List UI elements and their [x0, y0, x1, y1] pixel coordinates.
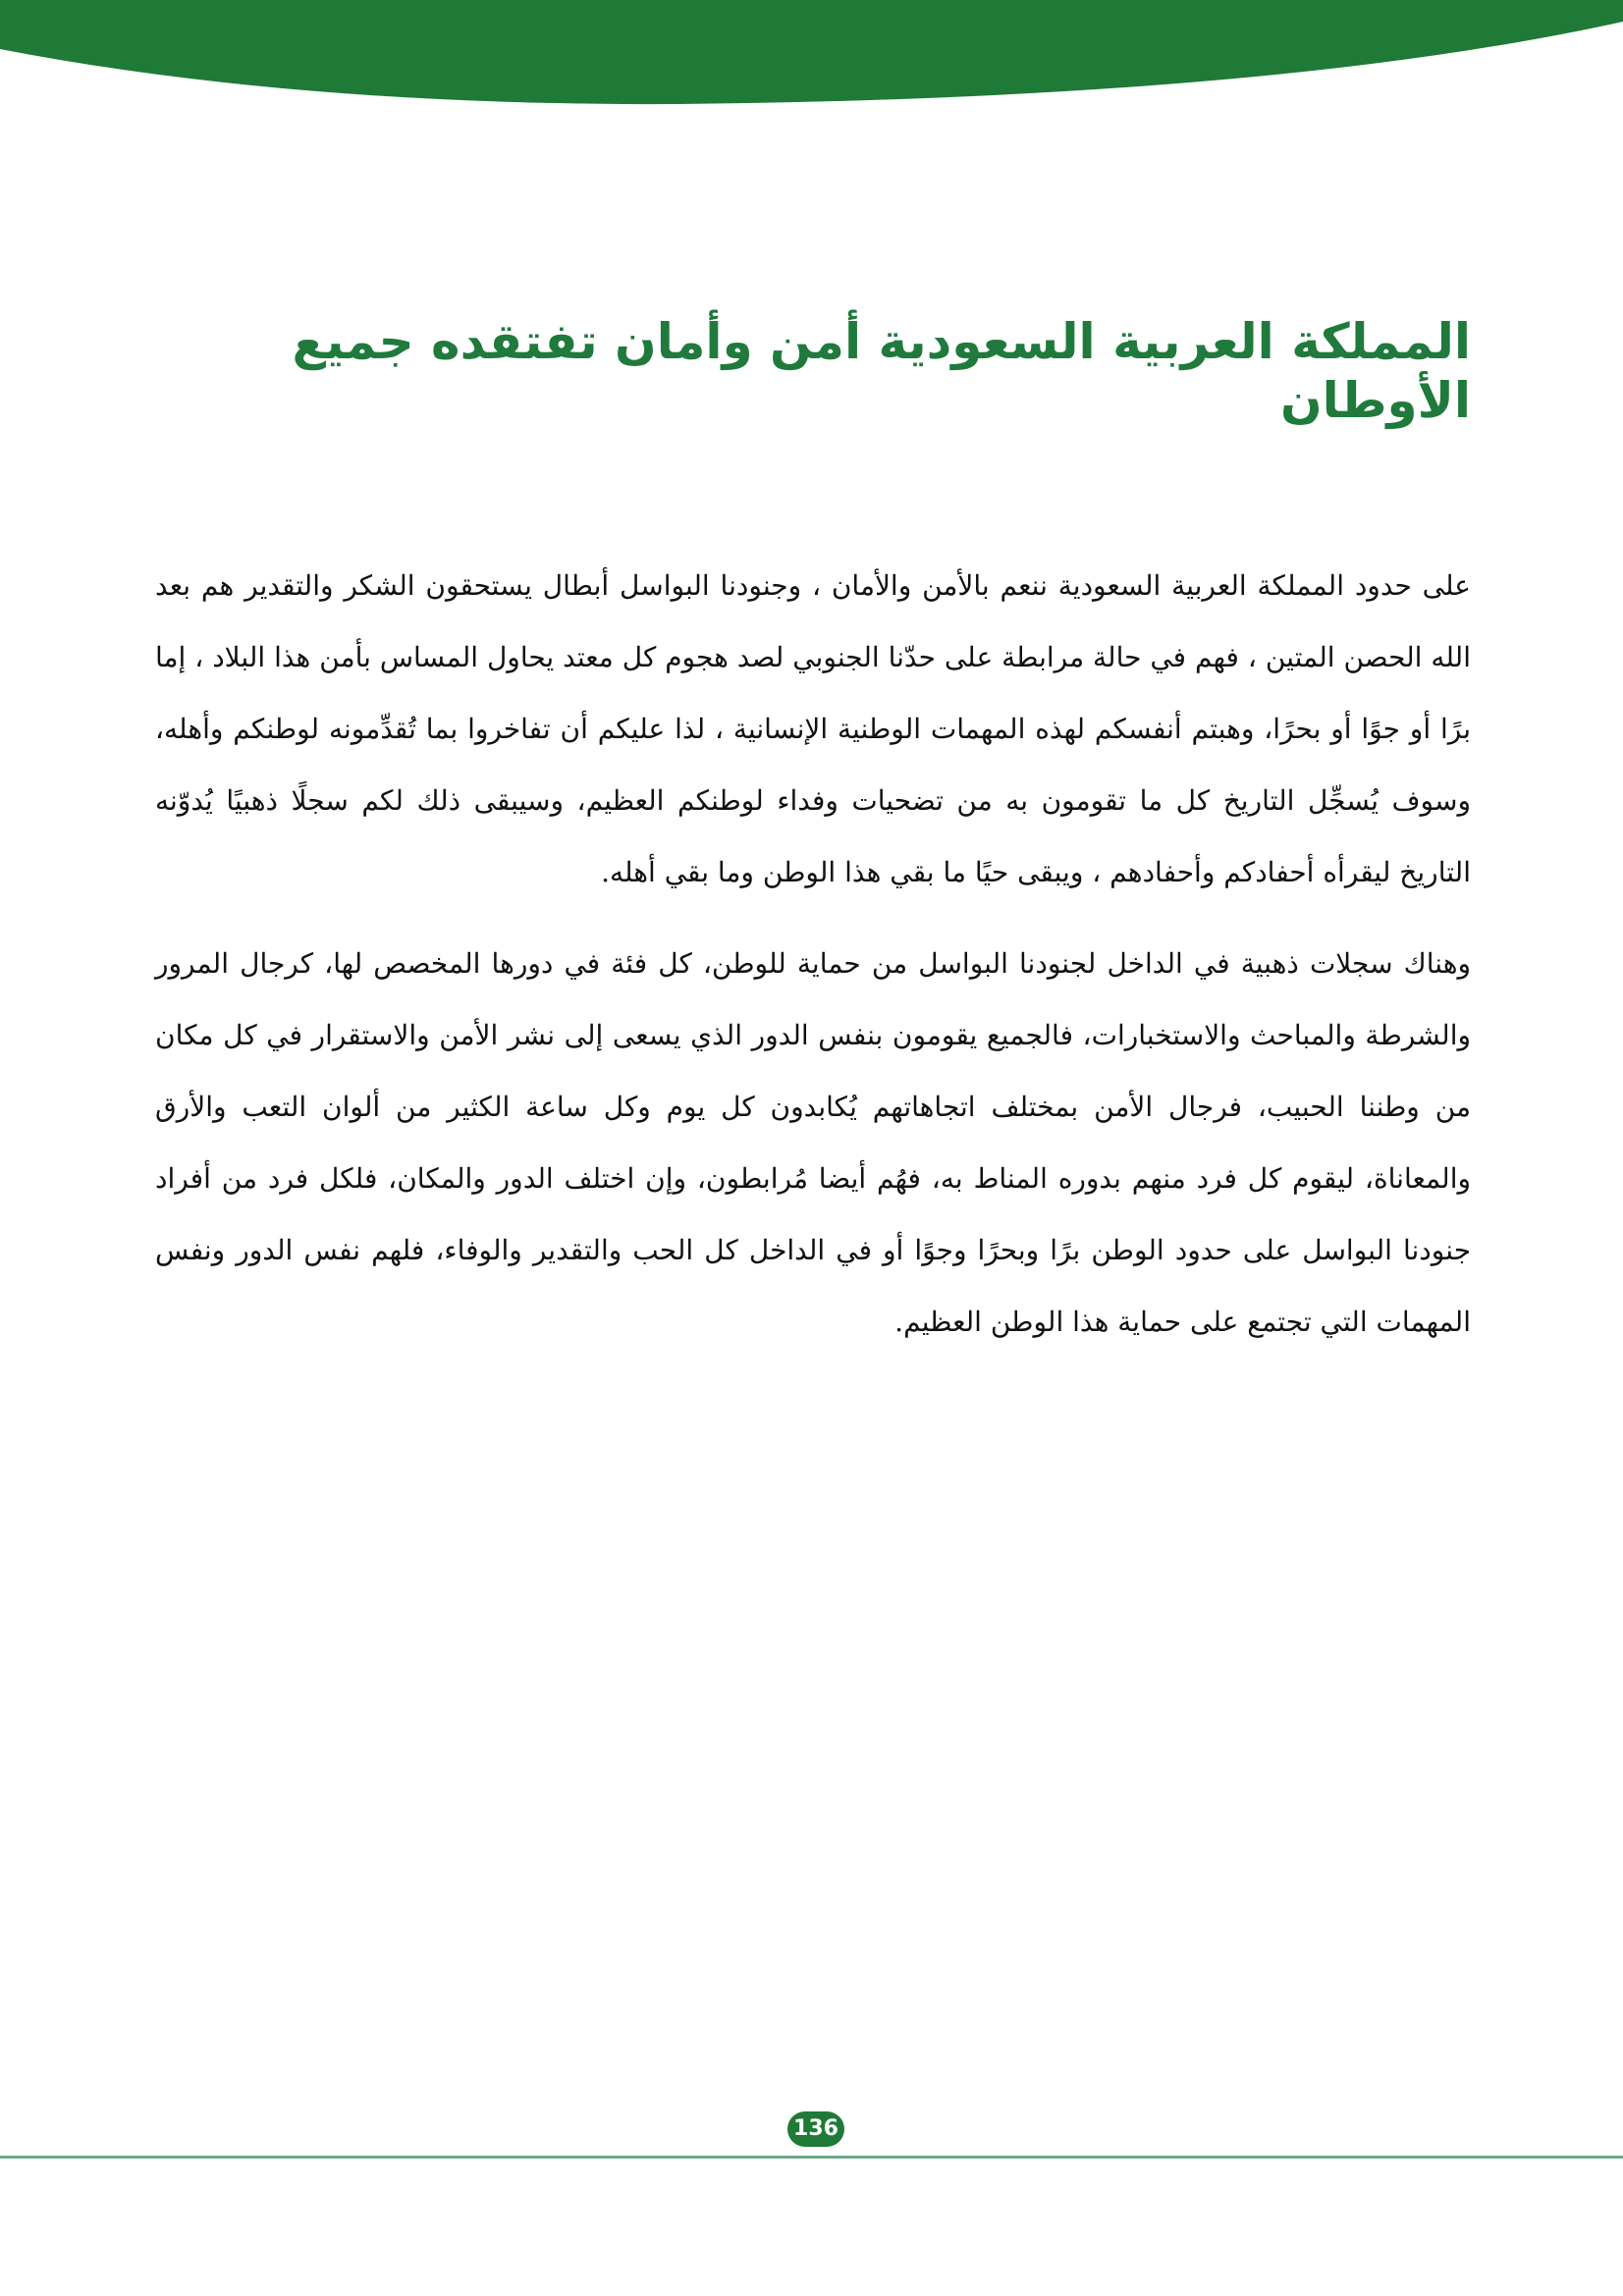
body-text [155, 550, 1471, 1377]
top-banner-shape [0, 0, 1623, 104]
page-title: المملكة العربية السعودية أمن وأمان تفتقده جميع الأوطان [292, 313, 1471, 429]
paragraph-1: على حدود المملكة العربية السعودية ننعم بالأمن والأمان ، وجنودنا البواسل أبطال يستحقون الشكر والتقدير هم بعد الله الحصن المتين ، فهم في حالة مرابطة على حدّنا الجنوبي لصد هجوم كل معتد يحاول المساس بأمن هذا البلاد ، إما برًا أو جوًا أو بحرًا، وهبتم أنفسكم لهذه المهمات الوطنية الإنسانية ، لذا عليكم أن تفاخروا بما تُقدِّمونه لوطنكم وأهله، وسوف يُسجِّل التاريخ كل ما تقومون به من تضحيات وفداء لوطنكم العظيم، وسيبقى ذلك لكم سجلًا ذهبيًا يُدوّنه التاريخ ليقرأه أحفادكم وأحفادهم ، ويبقى حيًا ما بقي هذا الوطن وما بقي أهله. [155, 569, 1471, 888]
bottom-divider [0, 2156, 1623, 2159]
page-number-badge: 136 [787, 2111, 844, 2147]
paragraph-2: وهناك سجلات ذهبية في الداخل لجنودنا البواسل من حماية للوطن، كل فئة في دورها المخصص لها، كرجال المرور والشرطة والمباحث والاستخبارات، فالجميع يقومون بنفس الدور الذي يسعى إلى نشر الأمن والاستقرار في كل مكان من وطننا الحبيب، فرجال الأمن بمختلف اتجاهاتهم يُكابدون كل يوم وكل ساعة الكثير من ألوان التعب والأرق والمعاناة، ليقوم كل فرد منهم بدوره المناط به، فهُم أيضا مُرابطون، وإن اختلف الدور والمكان، فلكل فرد من أفراد جنودنا البواسل على حدود الوطن برًا وبحرًا وجوًا أو في الداخل كل الحب والتقدير والوفاء، فلهم نفس الدور ونفس المهمات التي تجتمع على حماية هذا الوطن العظيم. [155, 947, 1471, 1338]
top-banner [0, 0, 1623, 108]
